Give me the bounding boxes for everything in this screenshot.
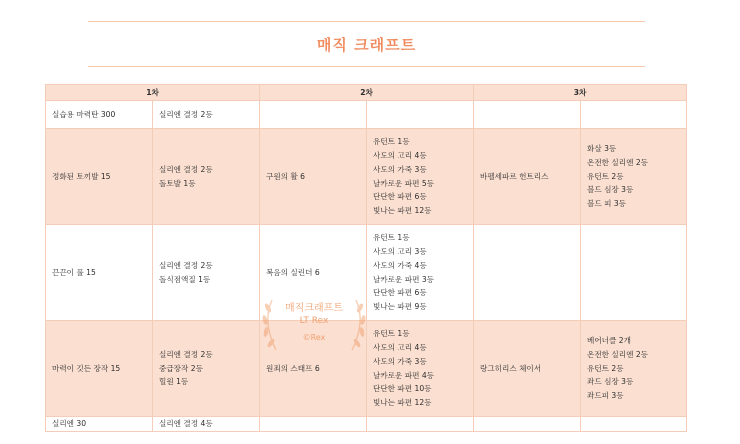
material-line: 돌토발 1등 <box>159 178 196 188</box>
material-line: 사도의 고리 3등 <box>373 246 427 256</box>
materials-cell <box>153 129 260 225</box>
materials-cell <box>367 225 474 321</box>
material-line: 실리엔 결정 2등 <box>159 164 213 174</box>
material-line: 베어너클 2개 <box>587 336 631 345</box>
watermark-line-1: 매직크래프트 <box>285 303 343 314</box>
item-name: 원죄의 스태프 6 <box>260 321 367 417</box>
item-name <box>260 101 367 129</box>
materials-cell <box>153 417 260 432</box>
materials-cell <box>581 417 687 432</box>
material-line: 유턴트 2등 <box>587 171 624 181</box>
material-line: 온전한 실리엔 2등 <box>587 157 649 167</box>
materials-cell <box>581 225 687 321</box>
material-line: 실리엔 결정 4등 <box>159 419 213 428</box>
materials-cell <box>367 129 474 225</box>
materials-cell <box>581 321 687 417</box>
item-name <box>474 225 581 321</box>
item-name: 실리엔 30 <box>46 417 153 432</box>
item-name: 랑그히리스 체이서 <box>474 321 581 417</box>
material-line: 좌드피 3등 <box>587 391 624 401</box>
materials-cell <box>153 101 260 129</box>
material-line: 돌식점액질 1등 <box>159 274 211 284</box>
material-line: 사도의 고리 4등 <box>373 342 427 352</box>
material-line: 날카로운 파편 3등 <box>373 274 435 284</box>
title-rule <box>88 66 645 67</box>
materials-cell <box>367 321 474 417</box>
materials-cell <box>367 101 474 129</box>
header-row <box>46 85 687 101</box>
material-line: 실리엔 결정 2등 <box>159 349 213 359</box>
material-line: 블드 피 3등 <box>587 199 627 209</box>
material-line: 날카로운 파편 4등 <box>373 370 435 380</box>
material-line: 유턴트 2등 <box>587 363 624 373</box>
item-name <box>474 417 581 432</box>
material-line: 사도의 고리 4등 <box>373 150 427 160</box>
page-title: 매직 크래프트 <box>316 36 417 54</box>
material-line: 빛나는 파편 12등 <box>373 206 432 216</box>
item-name: 구원의 활 6 <box>260 129 367 225</box>
material-line: 빛나는 파편 9등 <box>373 302 427 312</box>
table-row <box>46 417 687 432</box>
material-line: 중급장작 2등 <box>159 363 203 373</box>
header-tier-1: 1차 <box>46 85 260 101</box>
material-line: 실리엔 결정 2등 <box>159 109 213 119</box>
materials-cell <box>581 101 687 129</box>
item-name <box>474 101 581 129</box>
header-tier-2: 2차 <box>260 85 474 101</box>
material-line: 유턴트 1등 <box>373 329 410 339</box>
craft-table <box>45 84 687 432</box>
watermark-line-2: LT Rex <box>299 316 329 326</box>
materials-cell <box>153 225 260 321</box>
table-row <box>46 101 687 129</box>
watermark-line-3: ©Rex <box>302 333 326 342</box>
top-rule <box>88 21 645 22</box>
material-line: 단단한 파편 10등 <box>373 384 432 394</box>
materials-cell <box>153 321 260 417</box>
material-line: 실리엔 결정 2등 <box>159 260 213 270</box>
material-line: 사도의 가죽 3등 <box>373 164 427 174</box>
material-line: 블드 심장 3등 <box>587 185 634 195</box>
header-tier-3: 3차 <box>474 85 687 101</box>
material-line: 힐원 1등 <box>159 377 189 387</box>
material-line: 날카로운 파편 5등 <box>373 178 435 188</box>
material-line: 사도의 가죽 4등 <box>373 260 427 270</box>
material-line: 좌드 심장 3등 <box>587 377 634 387</box>
material-line: 온전한 실리엔 2등 <box>587 349 649 359</box>
material-line: 단단한 파편 6등 <box>373 288 427 298</box>
materials-cell <box>581 129 687 225</box>
item-name: 끈끈이 풀 15 <box>46 225 153 321</box>
item-name: 마력이 깃든 장작 15 <box>46 321 153 417</box>
material-line: 사도의 가죽 3등 <box>373 356 427 366</box>
material-line: 유턴트 1등 <box>373 233 410 243</box>
item-name: 정화된 토끼발 15 <box>46 129 153 225</box>
material-line: 화살 3등 <box>587 144 617 153</box>
table-row <box>46 129 687 225</box>
item-name: 복음의 실린더 6 <box>260 225 367 321</box>
materials-cell <box>367 417 474 432</box>
material-line: 단단한 파편 6등 <box>373 192 427 202</box>
item-name: 실습용 마력탄 300 <box>46 101 153 129</box>
item-name: 바펠세파르 헌트리스 <box>474 129 581 225</box>
item-name <box>260 417 367 432</box>
material-line: 빛나는 파편 12등 <box>373 398 432 408</box>
material-line: 유턴트 1등 <box>373 137 410 147</box>
